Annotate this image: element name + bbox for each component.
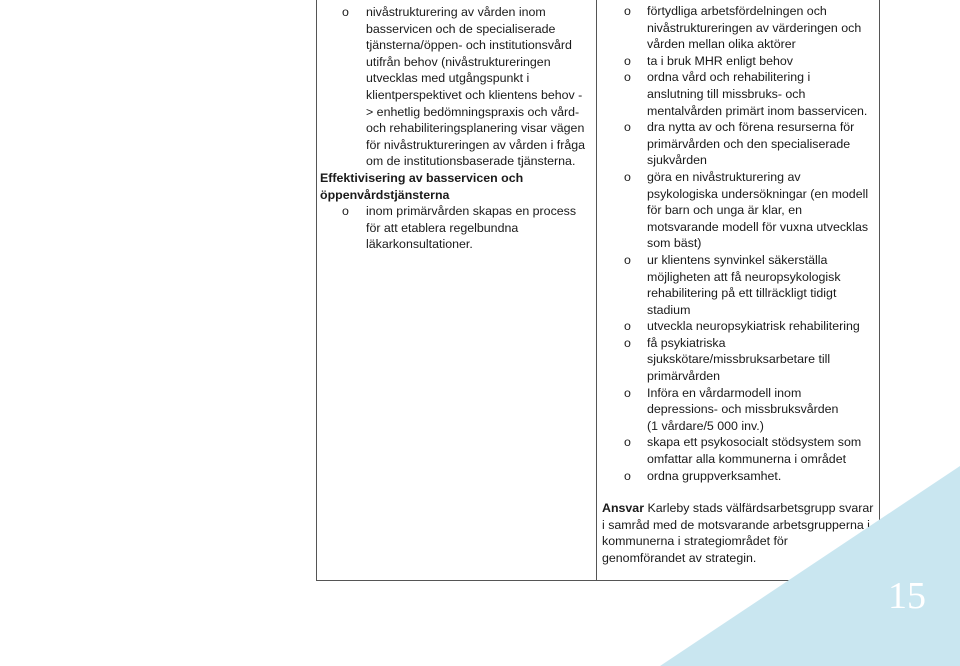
bullet-marker: o — [624, 4, 631, 18]
list-item: o dra nytta av och förena resurserna för primärvården och den specialiserade sjukvården — [624, 120, 855, 168]
list-item: o ordna gruppverksamhet. — [624, 468, 782, 483]
list-item — [320, 4, 592, 170]
list-item — [320, 203, 592, 253]
bullet-marker: o — [624, 319, 631, 334]
note-label: Ansvar — [602, 501, 645, 515]
bullet-marker: o — [624, 468, 631, 483]
list-item: o få psykiatriska sjukskötare/missbruksarbetare till primärvården — [624, 335, 831, 384]
list-item: o göra en nivåstrukturering av psykologiska undersökningar (en modell för barn och unga är klar, en motsvarande modell för vuxna utvecklas som bäst) — [624, 169, 869, 251]
list-item: o ordna vård och rehabilitering i anslutning till missbruks- och mentalvården primärt inom basservicen. — [624, 70, 868, 118]
bullet-text: nivåstrukturering av vården inom basservicen och de specialiserade tjänsterna/öppen- och institutionsvård utifrån behov (nivåstruktureringen utvecklas med utgångspunkt i klientperspektivet och klientens behov - > enhetlig bedömningspraxis och vård- och rehabiliteringsplanering visar vägen för nivåstruktureringen av vården i fråga om de institutionsbaserade tjänsterna. — [366, 5, 586, 169]
bullet-marker: o — [342, 5, 349, 19]
right-column — [600, 3, 876, 484]
bullet-marker: o — [624, 120, 631, 135]
section-heading: Effektivisering av basservicen och öppenvårdstjänsterna — [320, 170, 524, 202]
page-number: 15 — [888, 575, 926, 617]
bullet-marker: o — [624, 169, 631, 184]
column-divider — [596, 0, 597, 581]
list-item: o utveckla neuropsykiatrisk rehabilitering — [624, 319, 860, 334]
list-item: o Införa en vårdarmodell inom depressions- och missbruksvården (1 vårdare/5 000 inv.) — [624, 385, 839, 433]
corner-decoration — [660, 466, 960, 666]
bullet-text: inom primärvården skapas en process för att etablera regelbundna läkarkonsultationer. — [366, 204, 577, 252]
left-column — [320, 4, 592, 253]
responsibility-note: Ansvar Karleby stads välfärdsarbetsgrupp svarar i samråd med de motsvarande arbetsgrupperna i kommunerna i strategiområdet för genomförandet av strategin. — [602, 501, 874, 565]
bullet-marker: o — [624, 252, 631, 267]
list-item: o förtydliga arbetsfördelningen och nivåstruktureringen av värderingen och vården mellan olika aktörer — [624, 4, 862, 52]
bullet-marker: o — [624, 435, 631, 450]
bullet-marker: o — [624, 53, 631, 68]
list-item: o ta i bruk MHR enligt behov — [624, 53, 794, 68]
bullet-marker: o — [624, 335, 631, 350]
bullet-marker: o — [624, 385, 631, 400]
bullet-marker: o — [342, 204, 349, 219]
list-item: o skapa ett psykosocialt stödsystem som omfattar alla kommunerna i området — [624, 435, 862, 467]
list-item: o ur klientens synvinkel säkerställa möjligheten att få neuropsykologisk rehabilitering på ett tillräckligt tidigt stadium — [624, 252, 841, 317]
bullet-marker: o — [624, 70, 631, 85]
corner-triangle — [660, 466, 960, 666]
